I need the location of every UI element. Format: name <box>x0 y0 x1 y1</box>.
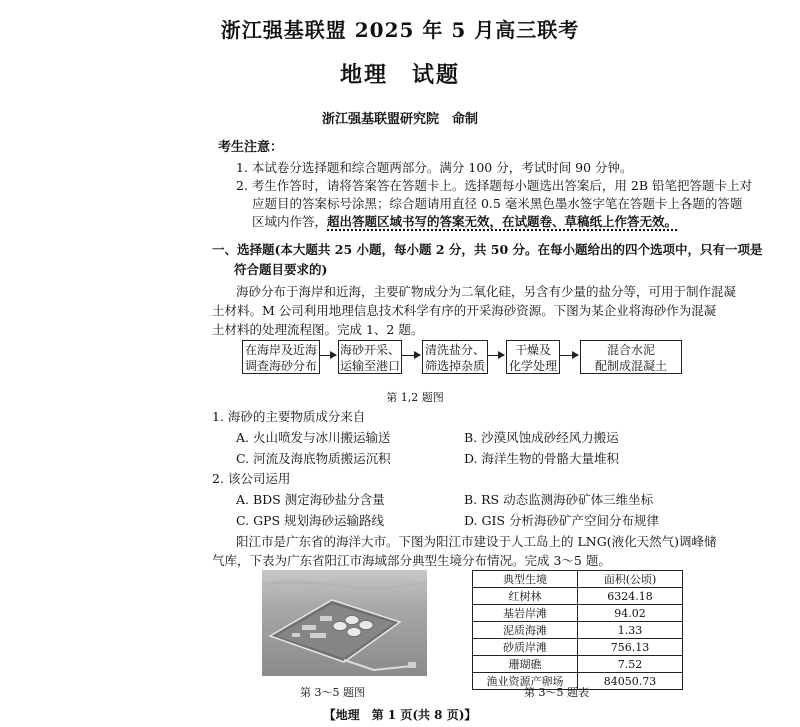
flow-arrow-4 <box>560 355 578 356</box>
notice-line-3: 应题目的答案标号涂黑；综合题请用直径 0.5 毫米黑色墨水签字笔在答题卡上各题的答题 <box>252 196 743 211</box>
lng-island-photo <box>262 570 427 676</box>
notice-line-4 <box>252 212 677 232</box>
table-header-area: 面积(公顷) <box>578 571 683 588</box>
q2-option-b: B. RS 动态监测海砂矿体三维坐标 <box>464 492 654 507</box>
flow-step-1-line-2: 调查海砂分布 <box>244 359 317 373</box>
flow-step-2 <box>338 340 402 374</box>
table-header-row <box>473 571 683 588</box>
lng-island-illustration <box>262 570 427 676</box>
section-heading-line-1: 一、选择题(本大题共 25 小题，每小题 2 分，共 50 分。在每小题给出的四个选项中，只有一项是 <box>212 242 763 257</box>
flow-arrow-3 <box>488 355 504 356</box>
flow-step-5-line-1: 混合水泥 <box>606 343 655 357</box>
flow-step-5-line-2: 配制成混凝土 <box>594 359 667 373</box>
flow-step-4-line-1: 干燥及 <box>514 343 551 357</box>
flow-step-3-line-2: 筛选掉杂质 <box>424 359 485 373</box>
table-cell-area: 6324.18 <box>578 588 683 605</box>
q2-stem: 2. 该公司运用 <box>212 471 291 486</box>
q1-option-d: D. 海洋生物的骨骼大量堆积 <box>464 451 620 466</box>
table-row <box>473 605 683 622</box>
flow-step-1-line-1: 在海岸及近海 <box>244 343 317 357</box>
notice-line-2: 2. 考生作答时，请将答案答在答题卡上。选择题每小题选出答案后，用 2B 铅笔把答题卡上对 <box>236 178 752 193</box>
q2-option-c: C. GPS 规划海砂运输路线 <box>236 513 384 528</box>
passage2-line-1: 阳江市是广东省的海洋大市。下图为阳江市建设于人工岛上的 LNG(液化天然气)调峰储 <box>236 534 717 549</box>
habitat-table <box>472 570 683 690</box>
table-header-habitat: 典型生境 <box>473 571 578 588</box>
q1-stem: 1. 海砂的主要物质成分来自 <box>212 409 366 424</box>
flow-arrow-2 <box>402 355 420 356</box>
page-footer: 【地理 第 1 页(共 8 页)】 <box>323 708 477 722</box>
flow-step-3-line-1: 清洗盐分、 <box>424 343 485 357</box>
table-cell-habitat: 渔业资源产卵场 <box>473 673 578 690</box>
table-cell-area: 84050.73 <box>578 673 683 690</box>
subject-title: 地理 试题 <box>339 62 460 88</box>
flow-step-3 <box>422 340 488 374</box>
flow-arrow-1 <box>320 355 336 356</box>
q1-option-c: C. 河流及海底物质搬运沉积 <box>236 451 391 466</box>
exam-title: 浙江强基联盟 2025 年 5 月高三联考 <box>220 18 580 42</box>
habitat-table-wrap <box>472 570 683 690</box>
flow-step-5 <box>580 340 682 374</box>
flow-step-2-line-2: 运输至港口 <box>339 359 400 373</box>
notice-emphasis: 超出答题区域书写的答案无效，在试题卷、草稿纸上作答无效。 <box>327 214 678 229</box>
q1-option-a: A. 火山喷发与冰川搬运输送 <box>236 430 391 445</box>
table-row <box>473 588 683 605</box>
issuer-line: 浙江强基联盟研究院 命制 <box>321 112 478 127</box>
notice-line-4-plain: 区域内作答， <box>252 214 328 229</box>
passage1-line-3: 土材料的处理流程图。完成 1、2 题。 <box>212 322 424 337</box>
flow-step-4-line-2: 化学处理 <box>508 359 557 373</box>
table-row <box>473 622 683 639</box>
section-heading-line-2: 符合题目要求的) <box>234 262 328 277</box>
table-cell-area: 1.33 <box>578 622 683 639</box>
q2-option-a: A. BDS 测定海砂盐分含量 <box>236 492 385 507</box>
table-row <box>473 639 683 656</box>
table-cell-habitat: 珊瑚礁 <box>473 656 578 673</box>
table-cell-habitat: 红树林 <box>473 588 578 605</box>
table-row <box>473 656 683 673</box>
table-cell-area: 756.13 <box>578 639 683 656</box>
q2-option-d: D. GIS 分析海砂矿产空间分布规律 <box>464 513 659 528</box>
table-cell-habitat: 砂质岸滩 <box>473 639 578 656</box>
table-cell-habitat: 基岩岸滩 <box>473 605 578 622</box>
flow-step-2-line-1: 海砂开采、 <box>339 343 400 357</box>
process-flowchart <box>242 340 682 378</box>
table-cell-habitat: 泥质海滩 <box>473 622 578 639</box>
table-caption: 第 3～5 题表 <box>524 686 589 699</box>
passage1-line-1: 海砂分布于海岸和近海，主要矿物成分为二氧化硅，另含有少量的盐分等，可用于制作混凝 <box>236 284 737 299</box>
figure-caption: 第 3～5 题图 <box>300 686 365 699</box>
table-cell-area: 7.52 <box>578 656 683 673</box>
table-cell-area: 94.02 <box>578 605 683 622</box>
notice-line-1: 1. 本试卷分选择题和综合题两部分。满分 100 分，考试时间 90 分钟。 <box>236 160 633 175</box>
flow-step-1 <box>242 340 320 374</box>
flow-step-4 <box>506 340 560 374</box>
notice-heading: 考生注意： <box>218 140 284 155</box>
passage1-line-2: 土材料。M 公司利用地理信息技术科学有序的开采海砂资源。下图为某企业将海砂作为混凝 <box>212 303 717 318</box>
passage2-line-2: 气库，下表为广东省阳江市海域部分典型生境分布情况。完成 3～5 题。 <box>212 553 611 568</box>
flowchart-caption: 第 1,2 题图 <box>386 391 444 404</box>
q1-option-b: B. 沙漠风蚀成砂经风力搬运 <box>464 430 619 445</box>
